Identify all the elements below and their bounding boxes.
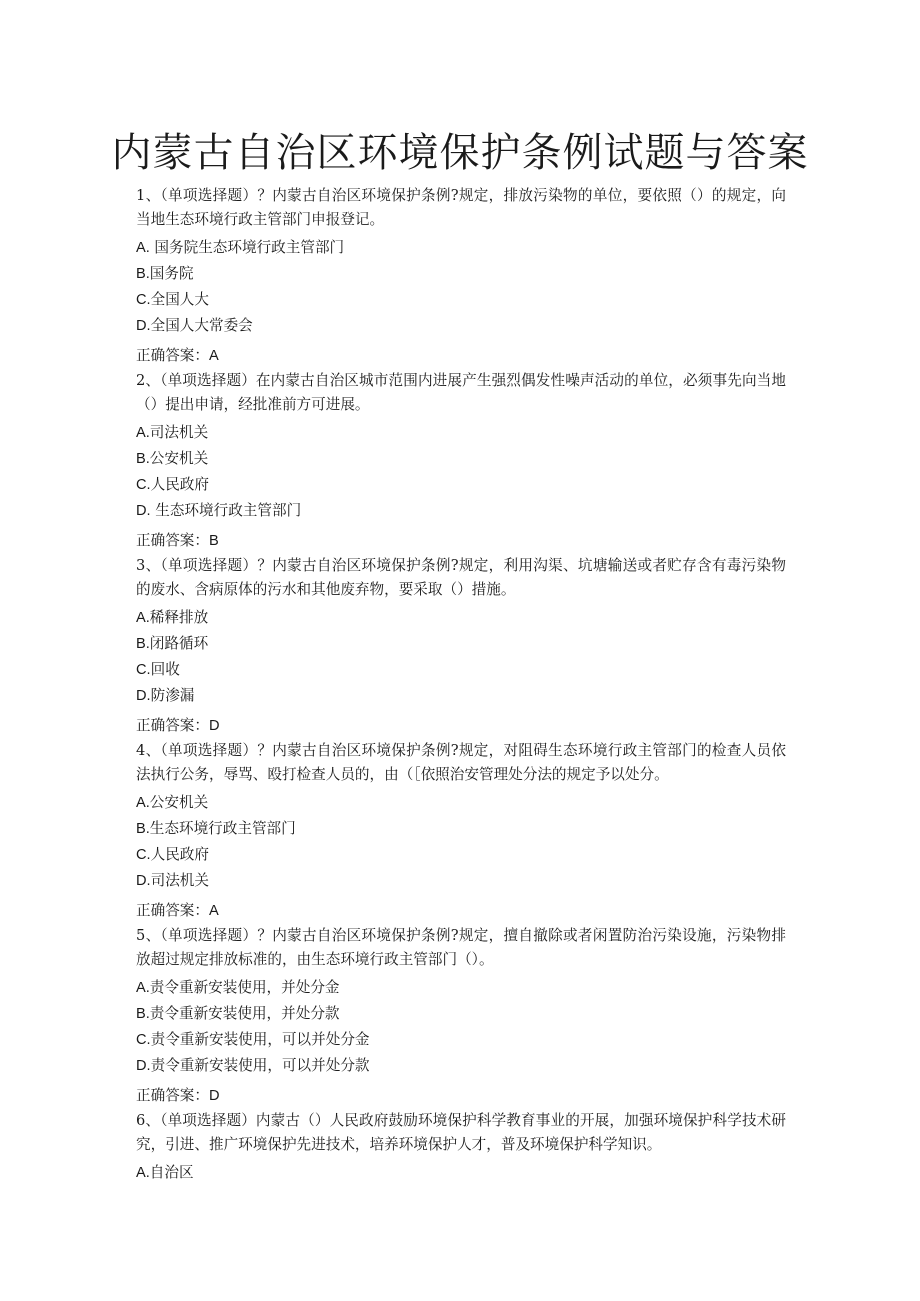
question-text: 6、（单项选择题）内蒙古（）人民政府鼓励环境保护科学教育事业的开展，加强环境保护科学技术研究，引进、推广环境保护先进技术，培养环境保护人才，普及环境保护科学知识。 xyxy=(136,1112,786,1153)
correct-answer xyxy=(136,714,786,738)
option-letter: B. xyxy=(136,266,150,282)
question-block xyxy=(136,924,786,1108)
option-text: 公安机关 xyxy=(149,450,209,467)
option-item xyxy=(136,287,786,313)
question-text: 2、（单项选择题）在内蒙古自治区城市范围内进展产生强烈偶发性噪声活动的单位，必须事先向当地（）提出申请，经批准前方可进展。 xyxy=(136,372,786,413)
correct-answer xyxy=(136,899,786,923)
option-letter: C. xyxy=(136,662,151,678)
answer-value: D xyxy=(208,1088,220,1104)
correct-answer xyxy=(136,344,786,368)
option-letter: D. xyxy=(136,688,151,704)
answer-label: 正确答案： xyxy=(136,717,209,734)
option-letter: D. xyxy=(136,318,151,334)
option-text: 人民政府 xyxy=(150,846,209,863)
option-letter: C. xyxy=(136,847,151,863)
question-block xyxy=(136,739,786,923)
option-item xyxy=(136,631,786,657)
answer-label: 正确答案： xyxy=(136,902,209,919)
option-letter: B. xyxy=(136,636,150,652)
correct-answer xyxy=(136,1084,786,1108)
question-block xyxy=(136,369,786,553)
option-item xyxy=(136,683,786,709)
option-letter: C. xyxy=(136,1032,151,1048)
option-item xyxy=(136,420,786,446)
question-text: 3、（单项选择题）？内蒙古自治区环境保护条例?规定，利用沟渠、坑塘输送或者贮存含有毒污染物的废水、含病原体的污水和其他废弃物，要采取（）措施。 xyxy=(136,557,786,598)
option-text: 稀释排放 xyxy=(149,609,209,626)
answer-value: A xyxy=(208,903,219,919)
answer-label: 正确答案： xyxy=(136,1087,209,1104)
option-text: 全国人大常委会 xyxy=(150,317,253,334)
option-letter: D. xyxy=(136,873,151,889)
option-text: 全国人大 xyxy=(150,291,209,308)
option-text: 责令重新安装使用，可以并处分金 xyxy=(150,1031,370,1048)
answer-label: 正确答案： xyxy=(136,347,209,364)
option-text: 司法机关 xyxy=(149,424,209,441)
answer-value: D xyxy=(208,718,220,734)
option-text: 生态环境行政主管部门 xyxy=(149,820,296,837)
correct-answer xyxy=(136,529,786,553)
option-text: 责令重新安装使用，可以并处分款 xyxy=(150,1057,370,1074)
option-text: 生态环境行政主管部门 xyxy=(150,502,302,519)
option-letter: A. xyxy=(136,1165,150,1181)
question-list xyxy=(136,184,786,1186)
option-item xyxy=(136,1001,786,1027)
option-text: 防渗漏 xyxy=(150,687,195,704)
option-text: 司法机关 xyxy=(150,872,209,889)
option-item xyxy=(136,1027,786,1053)
answer-label: 正确答案： xyxy=(136,532,209,549)
option-item xyxy=(136,1160,786,1186)
option-text: 公安机关 xyxy=(149,794,209,811)
option-item xyxy=(136,446,786,472)
option-item xyxy=(136,472,786,498)
option-letter: A. xyxy=(136,610,150,626)
question-text: 4、（单项选择题）？内蒙古自治区环境保护条例?规定，对阻碍生态环境行政主管部门的检查人员依法执行公务，辱骂、殴打检查人员的，由（［依照治安管理处分法的规定予以处分。 xyxy=(136,742,786,783)
option-item xyxy=(136,498,786,524)
option-letter: A. xyxy=(136,425,150,441)
question-block xyxy=(136,554,786,738)
question-text: 5、（单项选择题）？内蒙古自治区环境保护条例?规定，擅自撤除或者闲置防治污染设施，污染物排放超过规定排放标准的，由生态环境行政主管部门（）。 xyxy=(136,927,786,968)
option-letter: D. xyxy=(136,1058,151,1074)
option-item xyxy=(136,842,786,868)
answer-value: B xyxy=(208,533,219,549)
option-item xyxy=(136,605,786,631)
option-item xyxy=(136,975,786,1001)
option-item xyxy=(136,657,786,683)
option-item xyxy=(136,868,786,894)
option-text: 国务院生态环境行政主管部门 xyxy=(149,239,345,256)
option-letter: A. xyxy=(136,980,150,996)
option-item xyxy=(136,235,786,261)
document-title: 内蒙古自治区环境保护条例试题与答案 xyxy=(111,130,809,176)
option-letter: C. xyxy=(136,477,151,493)
option-letter: B. xyxy=(136,821,150,837)
answer-value: A xyxy=(208,348,219,364)
option-text: 责令重新安装使用，并处分金 xyxy=(149,979,340,996)
question-block xyxy=(136,1109,786,1186)
option-text: 人民政府 xyxy=(150,476,209,493)
option-text: 闭路循环 xyxy=(149,635,209,652)
option-letter: C. xyxy=(136,292,151,308)
option-letter: A. xyxy=(136,795,150,811)
option-letter: B. xyxy=(136,1006,150,1022)
option-text: 自治区 xyxy=(149,1164,194,1181)
option-letter: B. xyxy=(136,451,150,467)
option-text: 回收 xyxy=(150,661,180,678)
option-item xyxy=(136,790,786,816)
option-item xyxy=(136,261,786,287)
option-item xyxy=(136,816,786,842)
option-item xyxy=(136,313,786,339)
option-letter: A. xyxy=(136,240,150,256)
option-text: 责令重新安装使用，并处分款 xyxy=(149,1005,340,1022)
question-block xyxy=(136,184,786,368)
question-text: 1、（单项选择题）？内蒙古自治区环境保护条例?规定，排放污染物的单位，要依照（）的规定，向当地生态环境行政主管部门申报登记。 xyxy=(136,187,786,228)
option-letter: D. xyxy=(136,503,151,519)
option-text: 国务院 xyxy=(149,265,194,282)
option-item xyxy=(136,1053,786,1079)
